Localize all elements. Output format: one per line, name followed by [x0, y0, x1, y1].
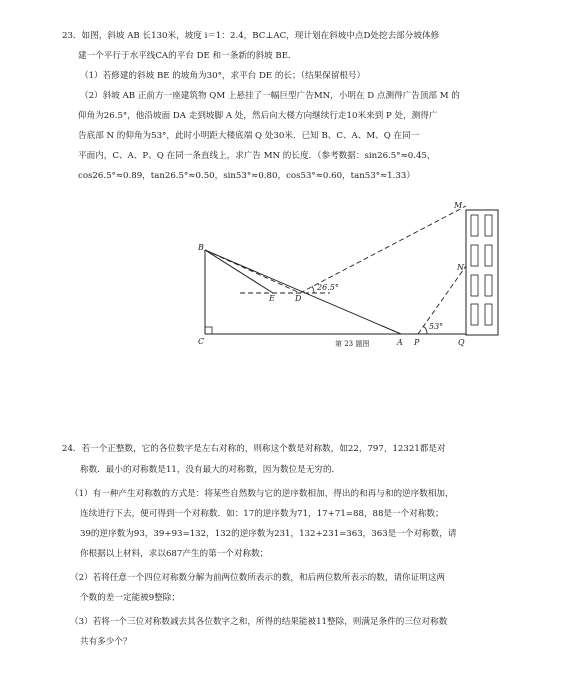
q24-line-3: （1）有一种产生对称数的方式是：将某些自然数与它的逆序数相加，得出的和再与和的逆序数相加， — [70, 489, 454, 499]
q24-line-4: 连续进行下去，便可得到一个对称数．如：17的逆序数为71，17+71=88，88是一个对称数； — [80, 509, 444, 519]
label-d: D — [295, 294, 302, 303]
building-window — [485, 275, 492, 296]
q24-line-7: （2）若将任意一个四位对称数分解为前两位数所表示的数，和后两位数所表示的数，请你证明这两 — [70, 573, 446, 583]
q24-line-6: 你根据以上材料，求以687产生的第一个对称数； — [80, 549, 269, 559]
q23-line-1: 23．如图，斜坡 AB 长130米，坡度 i＝1：2.4，BC⊥AC，现计划在斜坡中点D处挖去部分坡体修 — [62, 31, 440, 41]
building-window — [485, 245, 492, 266]
sightline-d-to-m — [300, 206, 466, 293]
q24-line-10: 共有多少个？ — [80, 637, 132, 647]
building-window — [471, 275, 478, 296]
label-q: Q — [458, 338, 465, 347]
right-angle-mark — [205, 327, 212, 334]
building-window — [471, 215, 478, 236]
angle-arc-26-5 — [312, 286, 314, 293]
label-m: M — [454, 201, 463, 210]
figure-caption: 第 23 题图 — [335, 340, 370, 348]
q23-line-7: 平面内，C、A、P、Q 在同一条直线上，求广告 MN 的长度．（参考数据：sin26.5°≈0.45， — [78, 151, 436, 161]
label-c: C — [198, 337, 205, 346]
label-a: A — [397, 338, 403, 347]
q23-line-5: 仰角为26.5°，他沿坡面 DA 走到坡脚 A 处，然后向大楼方向继续行走10米来到 P 处，测得广 — [78, 111, 438, 121]
slope-ab — [205, 250, 401, 334]
label-n: N — [457, 263, 464, 272]
q24-line-1: 24．若一个正整数，它的各位数字是左右对称的，则称这个数是对称数，如22，797，12321都是对 — [62, 444, 446, 454]
q23-line-6: 告底部 N 的仰角为53°，此时小明距大楼底端 Q 处30米．已知 B、C、A、M、Q 在同一 — [78, 131, 420, 141]
q24-line-2: 称数．最小的对称数是11，没有最大的对称数，因为数位是无穷的． — [80, 465, 341, 475]
q23-figure — [190, 198, 508, 350]
angle-label-53: 53° — [429, 322, 444, 331]
label-e: E — [269, 294, 275, 303]
slope-be — [205, 250, 273, 293]
building-window — [485, 215, 492, 236]
q23-line-2: 建一个平行于水平线CA的平台 DE 和一条新的斜坡 BE． — [78, 51, 297, 61]
q23-line-8: cos26.5°≈0.89，tan26.5°≈0.50，sin53°≈0.80，cos53°≈0.60，tan53°≈1.33） — [78, 171, 415, 181]
q24-line-5: 39的逆序数为93，39+93=132，132的逆序数为231，132+231=363，363是一个对称数，请 — [80, 529, 457, 539]
q24-line-9: （3）若将一个三位对称数减去其各位数字之和，所得的结果能被11整除，则满足条件的三位对称数 — [70, 617, 448, 627]
label-p: P — [414, 338, 420, 347]
angle-arc-53 — [423, 326, 427, 334]
label-b: B — [198, 243, 204, 252]
building-window — [471, 304, 478, 325]
q23-line-3: （1）若修建的斜坡 BE 的坡角为30°，求平台 DE 的长；（结果保留根号） — [80, 71, 366, 81]
building-window — [485, 304, 492, 325]
q23-line-4: （2）斜坡 AB 正前方一座建筑物 QM 上悬挂了一幅巨型广告MN，小明在 D 点测得广告顶部 M 的 — [80, 91, 460, 101]
q24-line-8: 个数的差一定能被9整除； — [80, 593, 180, 603]
angle-label-26-5: 26.5° — [317, 283, 339, 292]
building-window — [471, 245, 478, 266]
